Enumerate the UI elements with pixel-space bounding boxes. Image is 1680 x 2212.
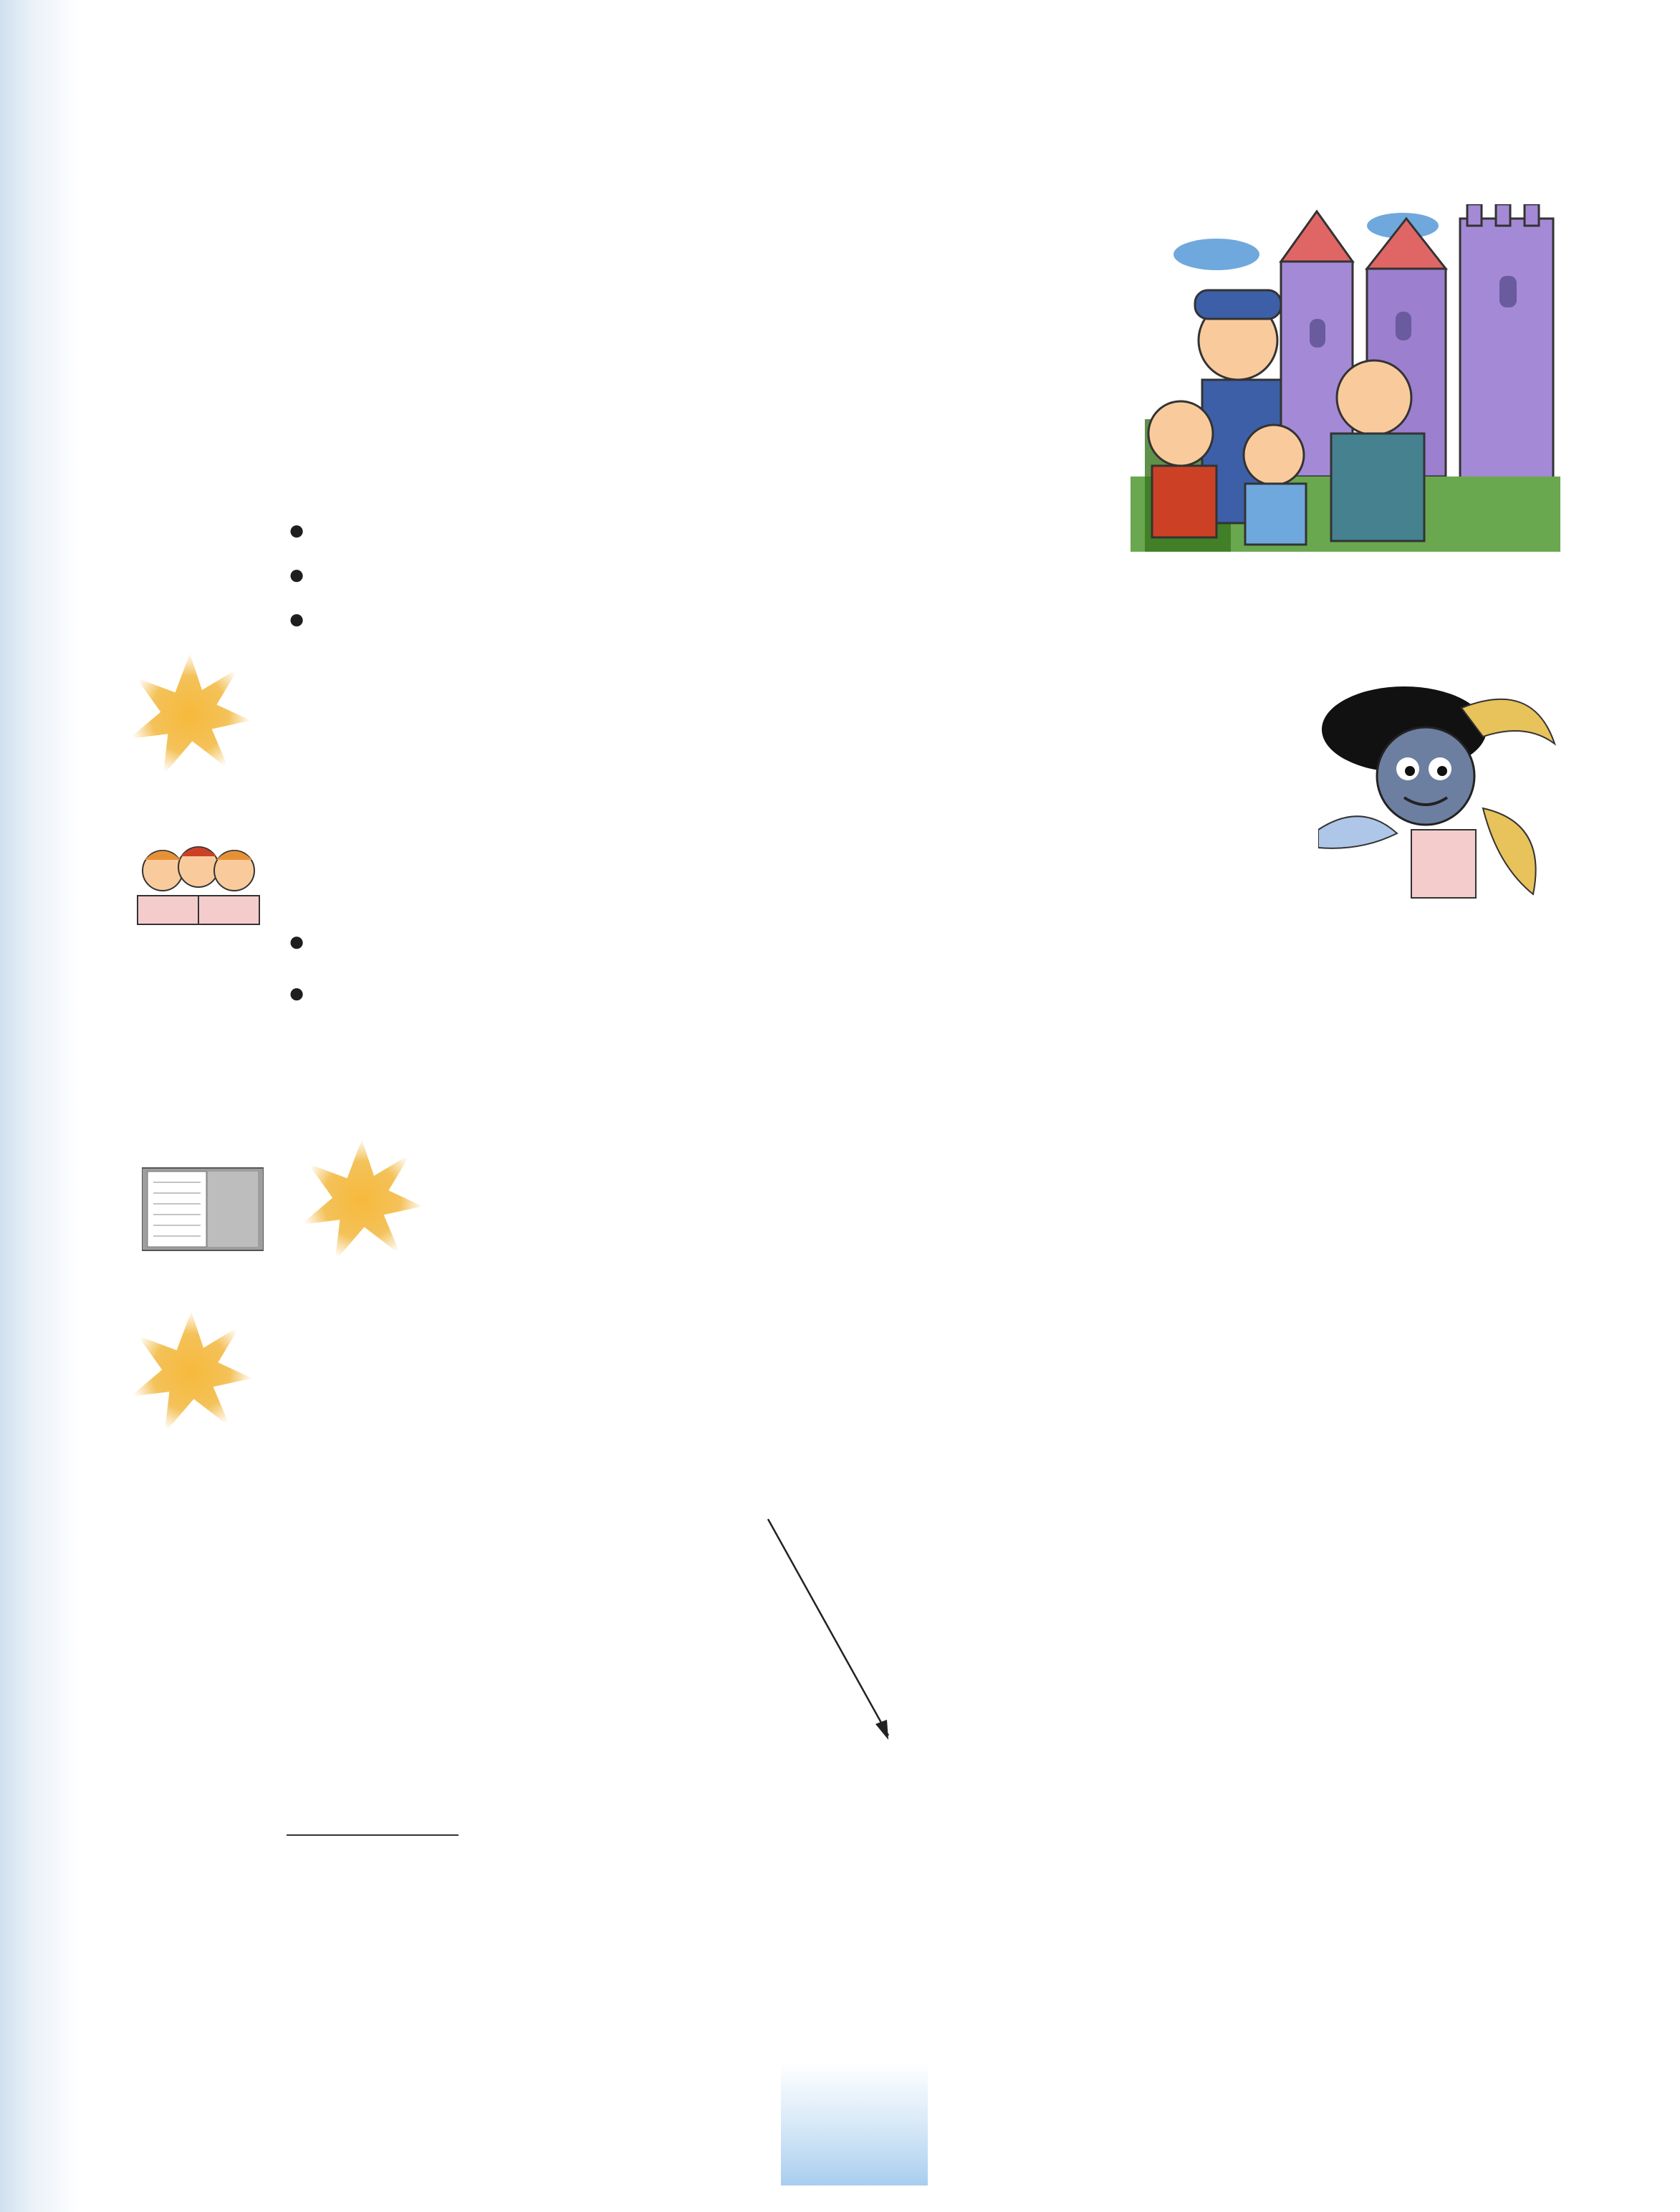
top-dots-divider xyxy=(7,125,1680,153)
footnote-item xyxy=(287,1955,297,1996)
workbook-icon xyxy=(142,1164,264,1254)
question-item: ● xyxy=(288,514,306,546)
exercise-star-icon xyxy=(129,653,251,775)
question-item: ● xyxy=(288,925,306,957)
page-number-background xyxy=(781,2064,928,2185)
question-item: ● xyxy=(288,603,306,635)
page-edge-shadow xyxy=(0,0,79,2212)
spine-dots xyxy=(85,43,106,2121)
footnote-rule xyxy=(287,1834,459,1836)
exercise-star-icon xyxy=(301,1139,423,1261)
match-arrow xyxy=(759,1512,903,1748)
question-item: ● xyxy=(288,558,306,590)
children-reading-icon xyxy=(130,838,267,932)
puss-in-boots-illustration xyxy=(1318,679,1562,901)
question-item: ● xyxy=(288,977,306,1009)
castle-illustration xyxy=(1131,204,1560,552)
exercise-star-icon xyxy=(130,1311,252,1433)
